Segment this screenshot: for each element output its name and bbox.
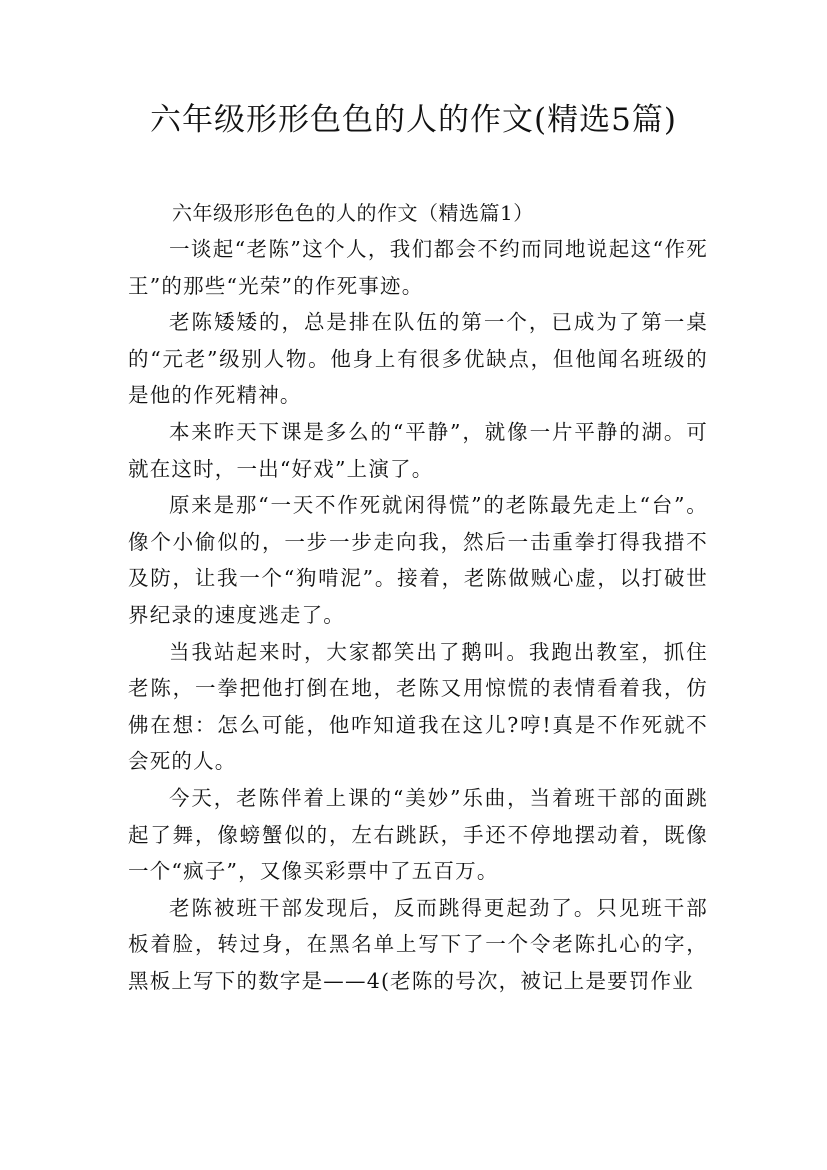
paragraph-3: 本来昨天下课是多么的“平静”，就像一片平静的湖。可就在这时，一出“好戏”上演了。: [128, 419, 708, 481]
paragraph-4: 原来是那“一天不作死就闲得慌”的老陈最先走上“台”。像个小偷似的，一步一步走向我，然后一击重拳打得我措不及防，让我一个“狗啃泥”。接着，老陈做贼心虚，以打破世界纪录的速度逃走了。: [128, 493, 708, 627]
paragraph-1: 一谈起“老陈”这个人，我们都会不约而同地说起这“作死王”的那些“光荣”的作死事迹。: [128, 237, 708, 298]
document-body: [128, 195, 708, 999]
paragraph-7: 老陈被班干部发现后，反而跳得更起劲了。只见班干部板着脸，转过身，在黑名单上写下了一个令老陈扎心的字，黑板上写下的数字是——4(老陈的号次，被记上是要罚作业: [128, 895, 708, 993]
paragraph-5: 当我站起来时，大家都笑出了鹅叫。我跑出教室，抓住老陈，一拳把他打倒在地，老陈又用惊慌的表情看着我，仿佛在想：怎么可能，他咋知道我在这儿?哼!真是不作死就不会死的人。: [128, 639, 708, 774]
paragraph-6: 今天，老陈伴着上课的“美妙”乐曲，当着班干部的面跳起了舞，像螃蟹似的，左右跳跃，手还不停地摆动着，既像一个“疯子”，又像买彩票中了五百万。: [128, 785, 708, 884]
section-subtitle: 六年级形形色色的人的作文（精选篇1）: [172, 201, 534, 225]
paragraph-2: 老陈矮矮的，总是排在队伍的第一个，已成为了第一桌的“元老”级别人物。他身上有很多优缺点，但他闻名班级的是他的作死精神。: [128, 310, 708, 408]
document-title: 六年级形形色色的人的作文(精选5篇): [150, 102, 677, 138]
